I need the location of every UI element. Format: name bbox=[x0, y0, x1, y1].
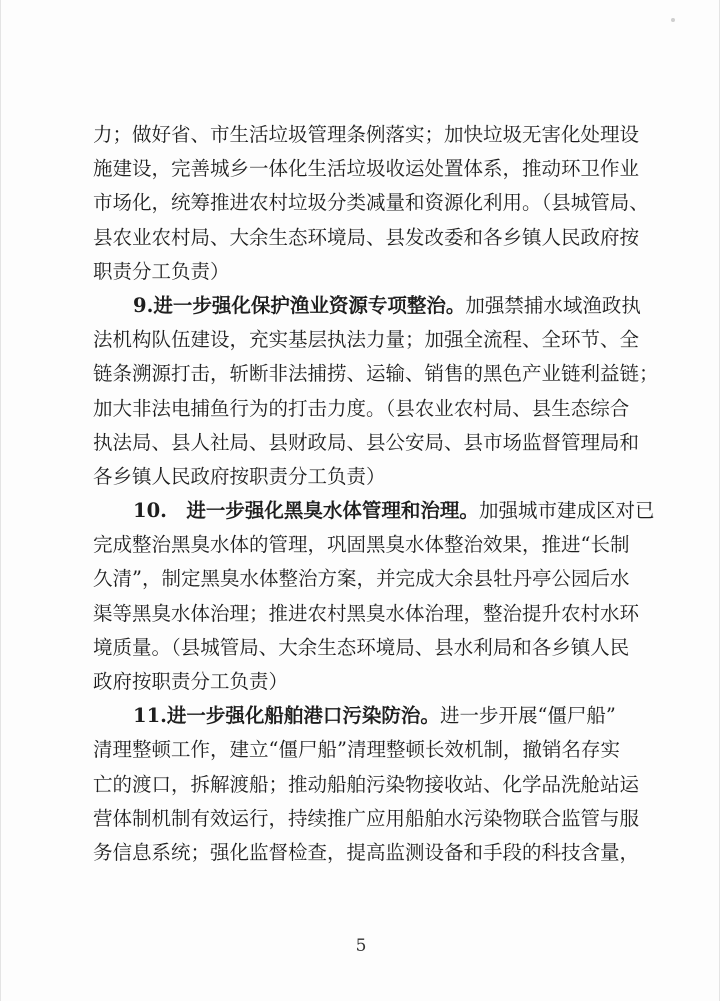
item-first-line bbox=[93, 494, 655, 528]
item-heading: 11.进一步强化船舶港口污染防治。 bbox=[133, 704, 440, 728]
paragraph-line: 清理整顿工作，建立“僵尸船”清理整顿长效机制，撤销名存实 bbox=[93, 738, 620, 762]
item-first-line bbox=[93, 699, 633, 733]
paragraph-line: 县农业农村局、大余生态环境局、县发改委和各乡镇人民政府按 bbox=[93, 225, 640, 249]
paragraph-line: 法机构队伍建设，充实基层执法力量；加强全流程、全环节、全 bbox=[93, 328, 640, 352]
paragraph-line: 渠等黑臭水体治理；推进农村黑臭水体治理，整治提升农村水环 bbox=[93, 601, 640, 625]
paragraph-line: 完成整治黑臭水体的管理，巩固黑臭水体整治效果，推进“长制 bbox=[93, 533, 630, 557]
paragraph-line: 境质量。（县城管局、大余生态环境局、县水利局和各乡镇人民 bbox=[93, 635, 630, 659]
paragraph-line: 加大非法电捕鱼行为的打击力度。（县农业农村局、县生态综合 bbox=[93, 396, 630, 420]
item-text: 加强禁捕水域渔政执 bbox=[465, 293, 641, 317]
body-text bbox=[93, 118, 659, 870]
item-text: 进一步开展“僵尸船” bbox=[439, 704, 616, 728]
paragraph-line: 各乡镇人民政府按职责分工负责） bbox=[93, 464, 386, 488]
page-number: 5 bbox=[355, 936, 367, 956]
paragraph-line: 务信息系统；强化监督检查，提高监测设备和手段的科技含量， bbox=[93, 840, 640, 864]
paragraph-line: 施建设，完善城乡一体化生活垃圾收运处置体系，推动环卫作业 bbox=[93, 157, 640, 181]
item-first-line bbox=[93, 289, 641, 323]
paragraph-line: 久清”，制定黑臭水体整治方案，并完成大余县牡丹亭公园后水 bbox=[93, 567, 630, 591]
paragraph-line: 市场化，统筹推进农村垃圾分类减量和资源化利用。（县城管局、 bbox=[93, 191, 649, 215]
paragraph-line: 执法局、县人社局、县财政局、县公安局、县市场监督管理局和 bbox=[93, 430, 640, 454]
paragraph-line: 链条溯源打击，斩断非法捕捞、运输、销售的黑色产业链利益链； bbox=[93, 362, 659, 386]
paragraph-line: 营体制机制有效运行，持续推广应用船舶水污染物联合监管与服 bbox=[93, 806, 640, 830]
paragraph-line: 亡的渡口，拆解渡船；推动船舶污染物接收站、化学品洗舱站运 bbox=[93, 772, 640, 796]
item-heading: 10. 进一步强化黑臭水体管理和治理。 bbox=[133, 499, 479, 523]
scan-mark bbox=[671, 18, 675, 22]
paragraph-line: 政府按职责分工负责） bbox=[93, 670, 289, 693]
paragraph-line: 力；做好省、市生活垃圾管理条例落实；加快垃圾无害化处理设 bbox=[93, 123, 640, 146]
paragraph-line: 职责分工负责） bbox=[93, 259, 230, 283]
item-heading: 9.进一步强化保护渔业资源专项整治。 bbox=[133, 293, 466, 317]
item-text: 加强城市建成区对已 bbox=[478, 499, 655, 523]
